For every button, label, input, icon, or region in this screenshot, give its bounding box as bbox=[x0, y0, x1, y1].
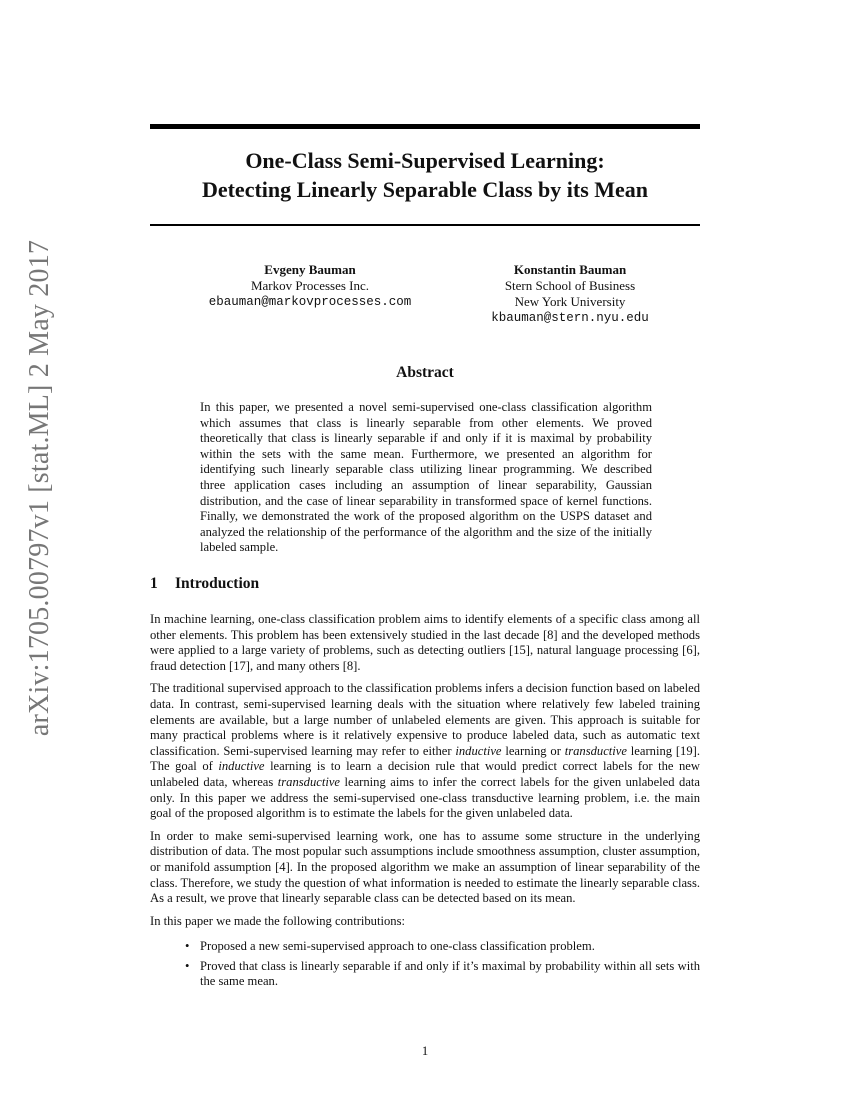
author-block-2 bbox=[450, 262, 690, 326]
section-heading-introduction bbox=[150, 575, 259, 593]
author-affiliation: Markov Processes Inc. bbox=[250, 278, 370, 293]
bullet-icon: • bbox=[185, 939, 190, 954]
paragraph: In order to make semi-supervised learning work, one has to assume some structure in the underlying distribution of data. The most popular such assumptions include smoothness assumption, cluster assumption, or manifold assumption [4]. In the proposed algorithm we make an assumption of linear separability of the class. Therefore, we study the question of what information is needed to estimate the linearly separable class. As a result, we prove that linearly separable class can be detected based on its mean. bbox=[150, 828, 700, 906]
paragraph: In this paper we made the following contributions: bbox=[150, 913, 405, 928]
author-affiliation: Stern School of Business bbox=[504, 278, 636, 293]
emphasis: transductive bbox=[564, 743, 627, 758]
paper-title bbox=[150, 146, 700, 204]
title-line-2: Detecting Linearly Separable Class by its Mean bbox=[201, 177, 649, 202]
text-run: learning [19]. The goal of bbox=[150, 743, 700, 774]
list-item-text: Proposed a new semi-supervised approach to one-class classification problem. bbox=[200, 939, 595, 954]
abstract-heading: Abstract bbox=[396, 364, 454, 381]
paragraph: In machine learning, one-class classification problem aims to identify elements of a specific class among all other elements. This problem has been extensively studied in the last decade [8] and the developed methods were applied to a large variety of problems, such as detecting outliers [15], natural language processing [6], fraud detection [17], and many others [8]. bbox=[150, 612, 700, 673]
author-name: Evgeny Bauman bbox=[264, 262, 356, 277]
title-line-1: One-Class Semi-Supervised Learning: bbox=[245, 148, 605, 173]
title-bottom-rule bbox=[150, 224, 700, 226]
author-email[interactable]: ebauman@markovprocesses.com bbox=[208, 295, 412, 309]
author-email[interactable]: kbauman@stern.nyu.edu bbox=[491, 311, 649, 325]
emphasis: inductive bbox=[218, 759, 265, 774]
text-run: learning or bbox=[501, 743, 565, 758]
arxiv-identifier: arXiv:1705.00797v1 [stat.ML] 2 May 2017 bbox=[24, 239, 55, 737]
emphasis: transductive bbox=[277, 774, 341, 789]
abstract-text: In this paper, we presented a novel semi-supervised one-class classification algorithm which assumes that class is linearly separable from other elements. We proved theoretically that class is linearly separable if and only if it is maximal by probability within the sets with the same mean. Furthermore, we presented an algorithm for identifying such linearly separable class utilizing linear programming. We described three application cases including an assumption of linear separability, Gaussian distribution, and the case of linear separability in transformed space of kernel functions. Finally, we demonstrated the work of the proposed algorithm on the USPS dataset and analyzed the relationship of the performance of the algorithm and the size of the initially labeled sample. bbox=[200, 400, 652, 555]
list-item bbox=[150, 959, 700, 990]
author-affiliation: New York University bbox=[514, 294, 626, 309]
text-run: learning is to learn a decision rule that would predict correct labels for the new unlabeled data, whereas bbox=[150, 759, 700, 789]
author-block-1 bbox=[190, 262, 430, 310]
text-run: The traditional supervised approach to the classification problems infers a decision function based on labeled data. In contrast, semi-supervised learning deals with the situation where relatively few labeled training elements are available, but a large number of unlabeled elements are given. This approach is suitable for many practical problems where is it relatively expensive to produce labeled data, such as automatic text classification. Semi-supervised learning may refer to either bbox=[150, 681, 700, 758]
page-number: 1 bbox=[421, 1044, 429, 1058]
introduction-body bbox=[150, 612, 700, 994]
list-item bbox=[150, 939, 700, 955]
section-title: Introduction bbox=[175, 575, 260, 592]
section-number: 1 bbox=[150, 575, 158, 592]
text-run: learning aims to infer the correct labels for the given unlabeled data only. In this paper we address the semi-supervised one-class transductive learning problem, i.e. the main goal of the proposed algorithm is to estimate the labels for the given unlabeled data. bbox=[150, 774, 701, 821]
paragraph bbox=[150, 681, 700, 821]
title-top-rule bbox=[150, 124, 700, 129]
bullet-icon: • bbox=[185, 958, 190, 973]
contributions-list bbox=[150, 939, 700, 990]
emphasis: inductive bbox=[455, 743, 502, 758]
list-item-text: Proved that class is linearly separable if and only if it’s maximal by probability within all sets with the same mean. bbox=[200, 958, 700, 989]
author-name: Konstantin Bauman bbox=[513, 262, 627, 277]
